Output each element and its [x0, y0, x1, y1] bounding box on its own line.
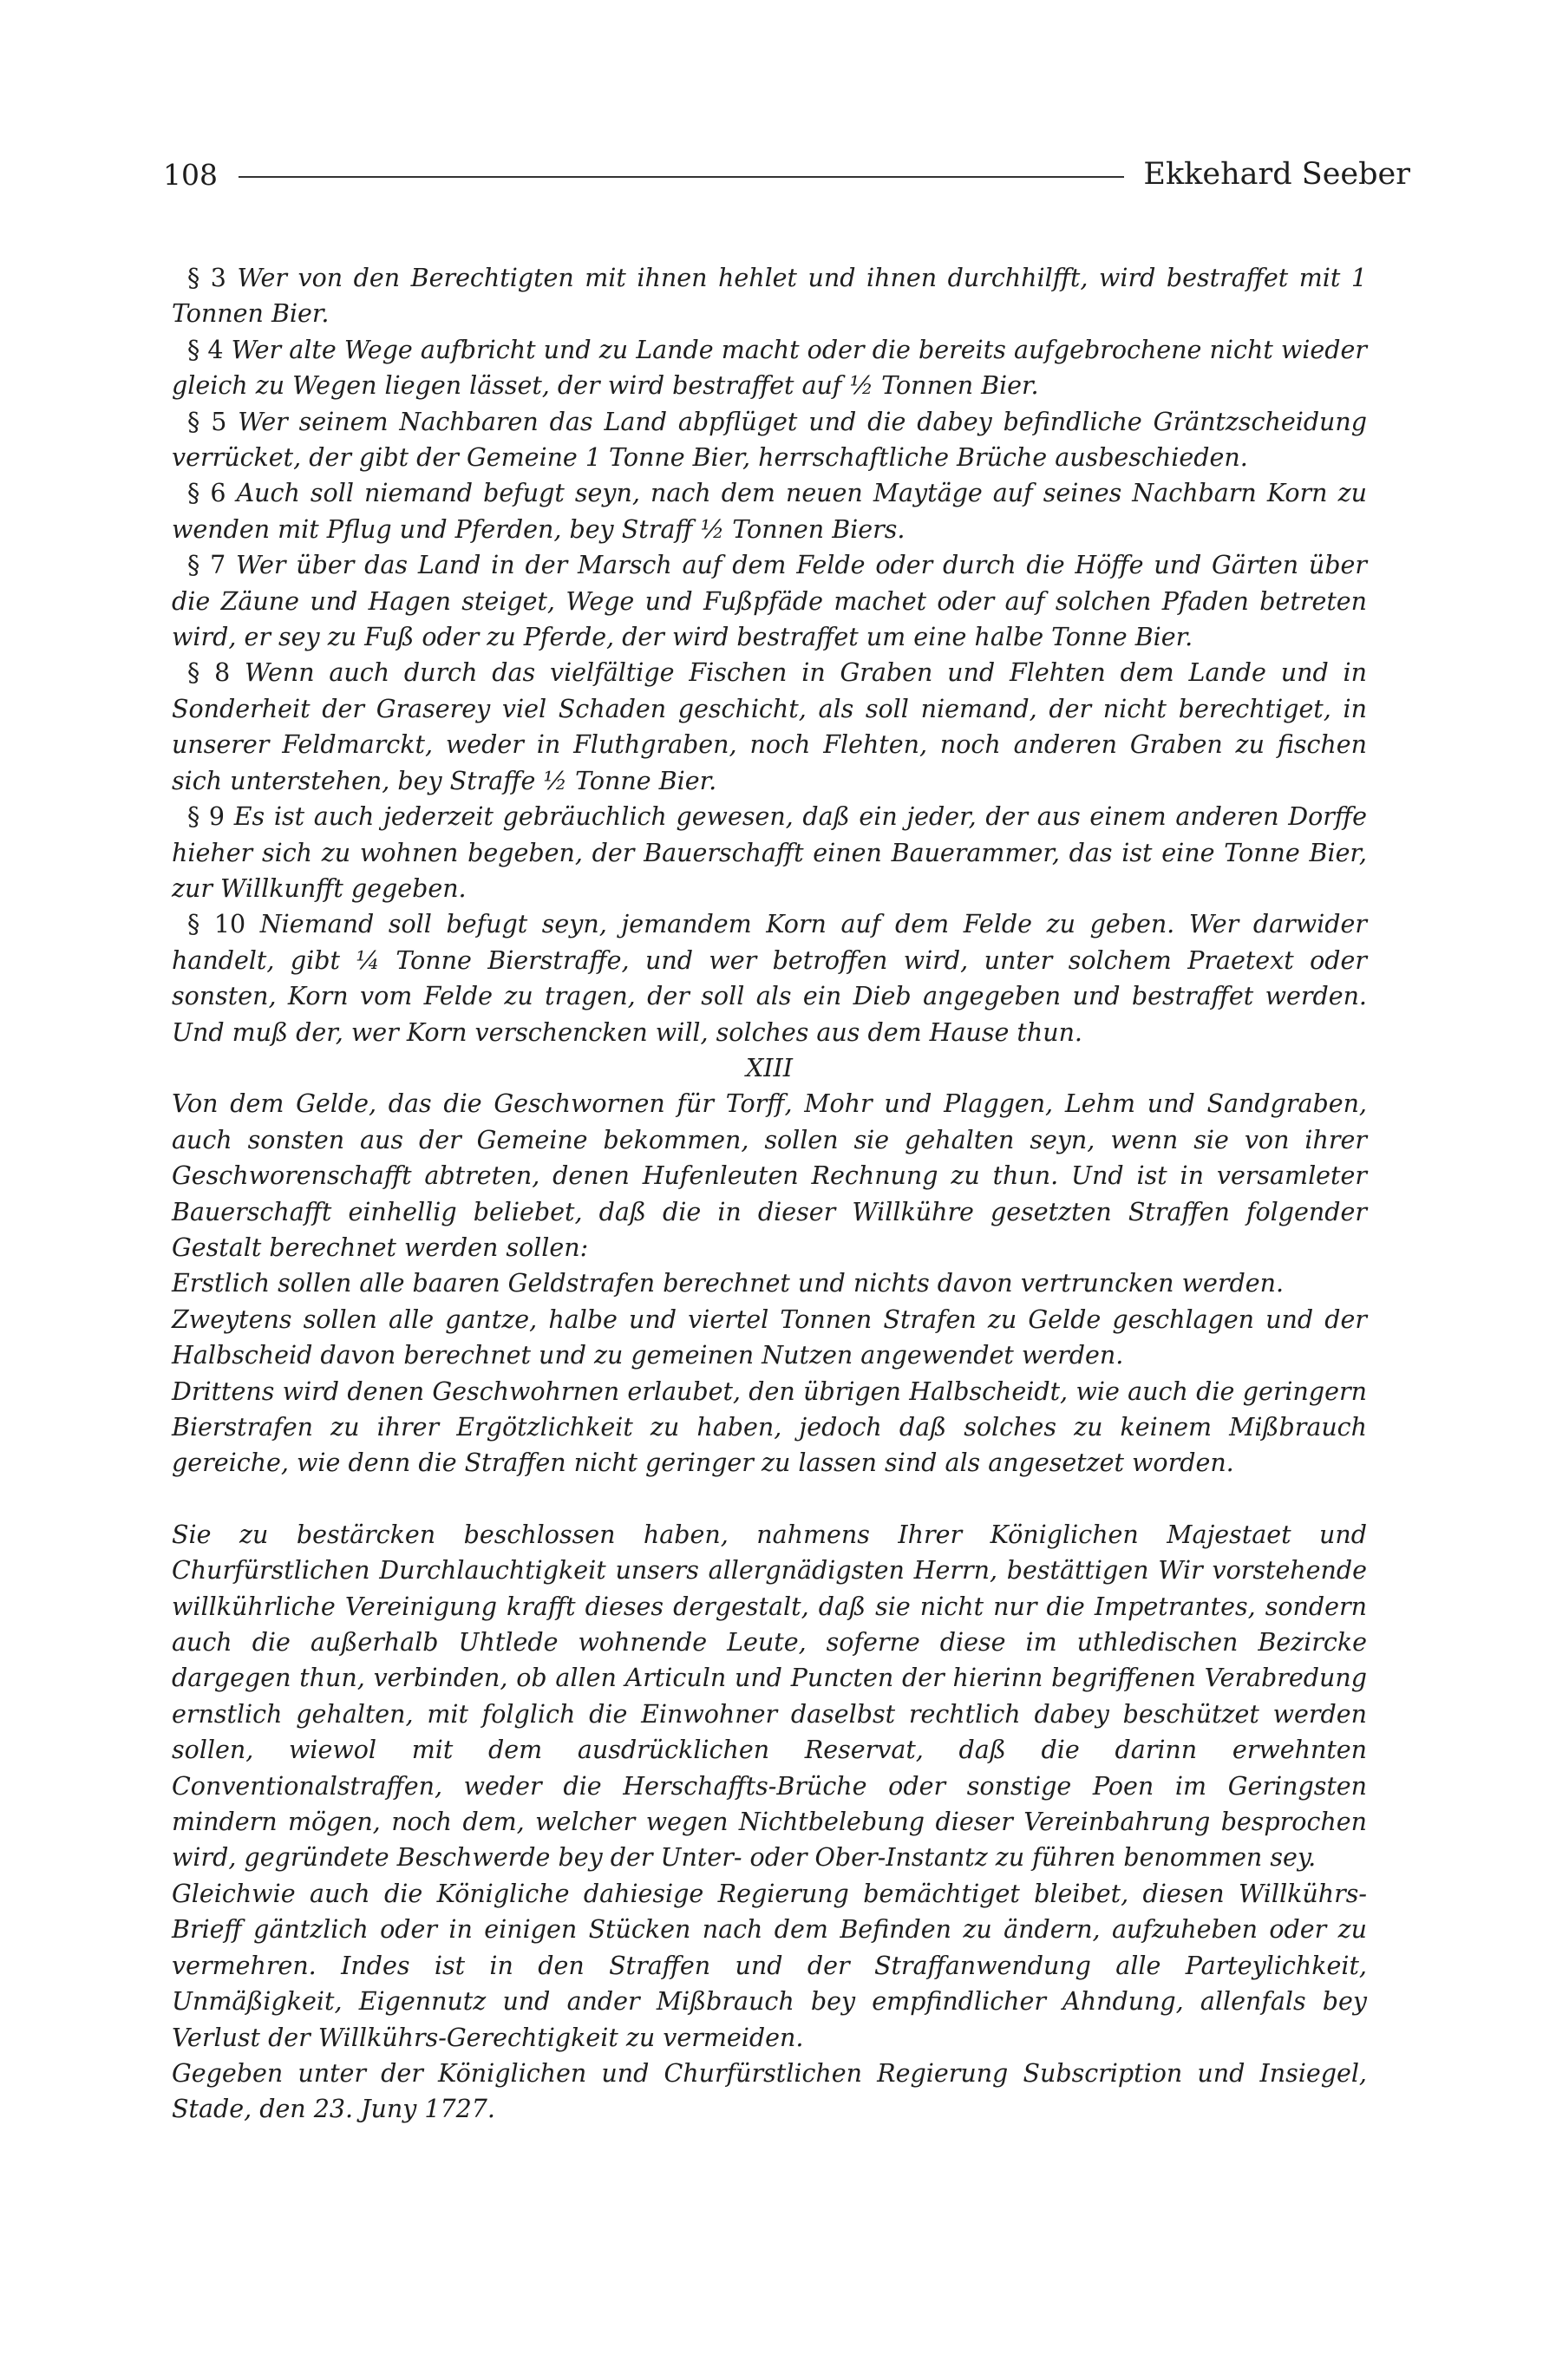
paragraph-text: Es ist auch jederzeit gebräuchlich gewesen, daß ein jeder, der aus einem anderen Dorffe hieher sich zu wohnen begeben, der Bauerschafft einen Bauerammer, das ist eine Tonne Bier, zur Willkunfft gegeben.	[172, 802, 1367, 903]
section-title: XIII	[745, 1053, 794, 1082]
section-sign: §	[187, 264, 200, 292]
paragraph-section-10	[172, 906, 1367, 1050]
section-sign: §	[187, 335, 200, 364]
paragraph-gap	[172, 1481, 1367, 1517]
paragraph-xiii-first: Erstlich sollen alle baaren Geldstrafen berechnet und nichts davon vertruncken werden.	[172, 1269, 1284, 1298]
paragraph-text: Wenn auch durch das vielfältige Fischen in Graben und Flehten dem Lande und in Sonderheit der Graserey viel Schaden geschicht, als soll niemand, der nicht berechtiget, in unserer Feldmarckt, weder in Fluthgraben, noch Flehten, noch anderen Graben zu fischen sich unterstehen, bey Straffe ½ Tonne Bier.	[172, 658, 1367, 795]
section-sign: §	[187, 551, 200, 580]
section-number: 8	[214, 658, 231, 688]
section-number: 7	[210, 551, 226, 580]
paragraph-xiii-second: Zweytens sollen alle gantze, halbe und viertel Tonnen Strafen zu Gelde geschlagen und der Halbscheid davon berechnet und zu gemeinen Nutzen angewendet werden.	[172, 1304, 1367, 1370]
paragraph-section-4	[172, 332, 1367, 404]
paragraph-section-6	[172, 475, 1367, 547]
running-head: Ekkehard Seeber	[1143, 157, 1410, 192]
paragraph-section-9	[172, 799, 1367, 906]
section-number: 3	[210, 264, 226, 292]
section-number: 4	[207, 335, 224, 364]
paragraph-text: Niemand soll befugt seyn, jemandem Korn auf dem Felde zu geben. Wer darwider handelt, gibt ¼ Tonne Bierstraffe, und wer betroffen wird, unter solchem Praetext oder sonsten, Korn vom Felde zu tragen, der soll als ein Dieb angegeben und bestraffet werden. Und muß der, wer Korn verschencken will, solches aus dem Hause thun.	[172, 910, 1367, 1047]
section-sign: §	[187, 479, 200, 508]
paragraph-section-3	[172, 260, 1367, 332]
section-number: 5	[211, 407, 227, 436]
section-number: 6	[210, 479, 226, 508]
section-sign: §	[187, 407, 200, 436]
paragraph-section-7	[172, 547, 1367, 655]
section-sign: §	[187, 910, 200, 939]
header-rule	[239, 176, 1124, 178]
section-sign: §	[187, 658, 200, 688]
section-sign: §	[187, 802, 200, 832]
paragraph-government-clause: Gleichwie auch die Königliche dahiesige Regierung bemächtiget bleibet, diesen Willkührs-Brieff gäntzlich oder in einigen Stücken nach dem Befinden zu ändern, aufzuheben oder zu vermehren. Indes ist in den Straffen und der Straffanwendung alle Parteylichkeit, Unmäßigkeit, Eigennutz und ander Mißbrauch bey empfindlicher Ahndung, allenfals bey Verlust der Willkührs-Gerechtigkeit zu vermeiden.	[172, 1879, 1367, 2052]
paragraph-text: Wer von den Berechtigten mit ihnen hehlet und ihnen durchhilfft, wird bestraffet mit 1 Tonnen Bier.	[172, 264, 1368, 329]
paragraph-text: Wer über das Land in der Marsch auf dem Felde oder durch die Höffe und Gärten über die Zäune und Hagen steiget, Wege und Fußpfäde machet oder auf solchen Pfaden betreten wird, er sey zu Fuß oder zu Pferde, der wird bestraffet um eine halbe Tonne Bier.	[172, 551, 1367, 652]
page-number: 108	[163, 157, 218, 192]
paragraph-text: Wer seinem Nachbaren das Land abpflüget und die dabey befindliche Gräntzscheidung verrücket, der gibt der Gemeine 1 Tonne Bier, herrschaftliche Brüche ausbeschieden.	[172, 407, 1368, 473]
paragraph-section-5	[172, 404, 1367, 476]
paragraph-text: Wer alte Wege aufbricht und zu Lande macht oder die bereits aufgebrochene nicht wieder gleich zu Wegen liegen lässet, der wird bestraffet auf ½ Tonnen Bier.	[172, 335, 1368, 401]
paragraph-dating: Gegeben unter der Königlichen und Churfürstlichen Regierung Subscription und Insiegel, Stade, den 23. Juny 1727.	[172, 2058, 1367, 2124]
section-number: 10	[213, 910, 246, 939]
paragraph-confirmation: Sie zu bestärcken beschlossen haben, nahmens Ihrer Königlichen Majestaet und Churfürstlichen Durchlauchtigkeit unsers allergnädigsten Herrn, bestättigen Wir vorstehende willkührliche Vereinigung krafft dieses dergestalt, daß sie nicht nur die Impetrantes, sondern auch die außerhalb Uhtlede wohnende Leute, soferne diese im uthledischen Bezircke dargegen thun, verbinden, ob allen Articuln und Puncten der hierinn begriffenen Verabredung ernstlich gehalten, mit folglich die Einwohner daselbst rechtlich dabey beschützet werden sollen, wiewol mit dem ausdrücklichen Reservat, daß die darinn erwehnten Conventionalstraffen, weder die Herschaffts-Brüche oder sonstige Poen im Geringsten mindern mögen, noch dem, welcher wegen Nichtbelebung dieser Vereinbahrung besprochen wird, gegründete Beschwerde bey der Unter- oder Ober-Instantz zu führen benommen sey.	[172, 1520, 1367, 1873]
paragraph-text: Auch soll niemand befugt seyn, nach dem neuen Maytäge auf seines Nachbarn Korn zu wenden mit Pflug und Pferden, bey Straff ½ Tonnen Biers.	[172, 479, 1367, 544]
paragraph-section-8	[172, 655, 1367, 799]
paragraph-xiii-intro: Von dem Gelde, das die Geschwornen für Torff, Mohr und Plaggen, Lehm und Sandgraben, auch sonsten aus der Gemeine bekommen, sollen sie gehalten seyn, wenn sie von ihrer Geschworenschafft abtreten, denen Hufenleuten Rechnung zu thun. Und ist in versamleter Bauerschafft einhellig beliebet, daß die in dieser Willkühre gesetzten Straffen folgender Gestalt berechnet werden sollen:	[172, 1089, 1367, 1262]
main-text	[172, 260, 1367, 2128]
section-number: 9	[208, 802, 226, 832]
page-header	[163, 153, 1410, 196]
paragraph-xiii-third: Drittens wird denen Geschwohrnen erlaubet, den übrigen Halbscheidt, wie auch die geringern Bierstrafen zu ihrer Ergötzlichkeit zu haben, jedoch daß solches zu keinem Mißbrauch gereiche, wie denn die Straffen nicht geringer zu lassen sind als angesetzet worden.	[172, 1376, 1367, 1478]
